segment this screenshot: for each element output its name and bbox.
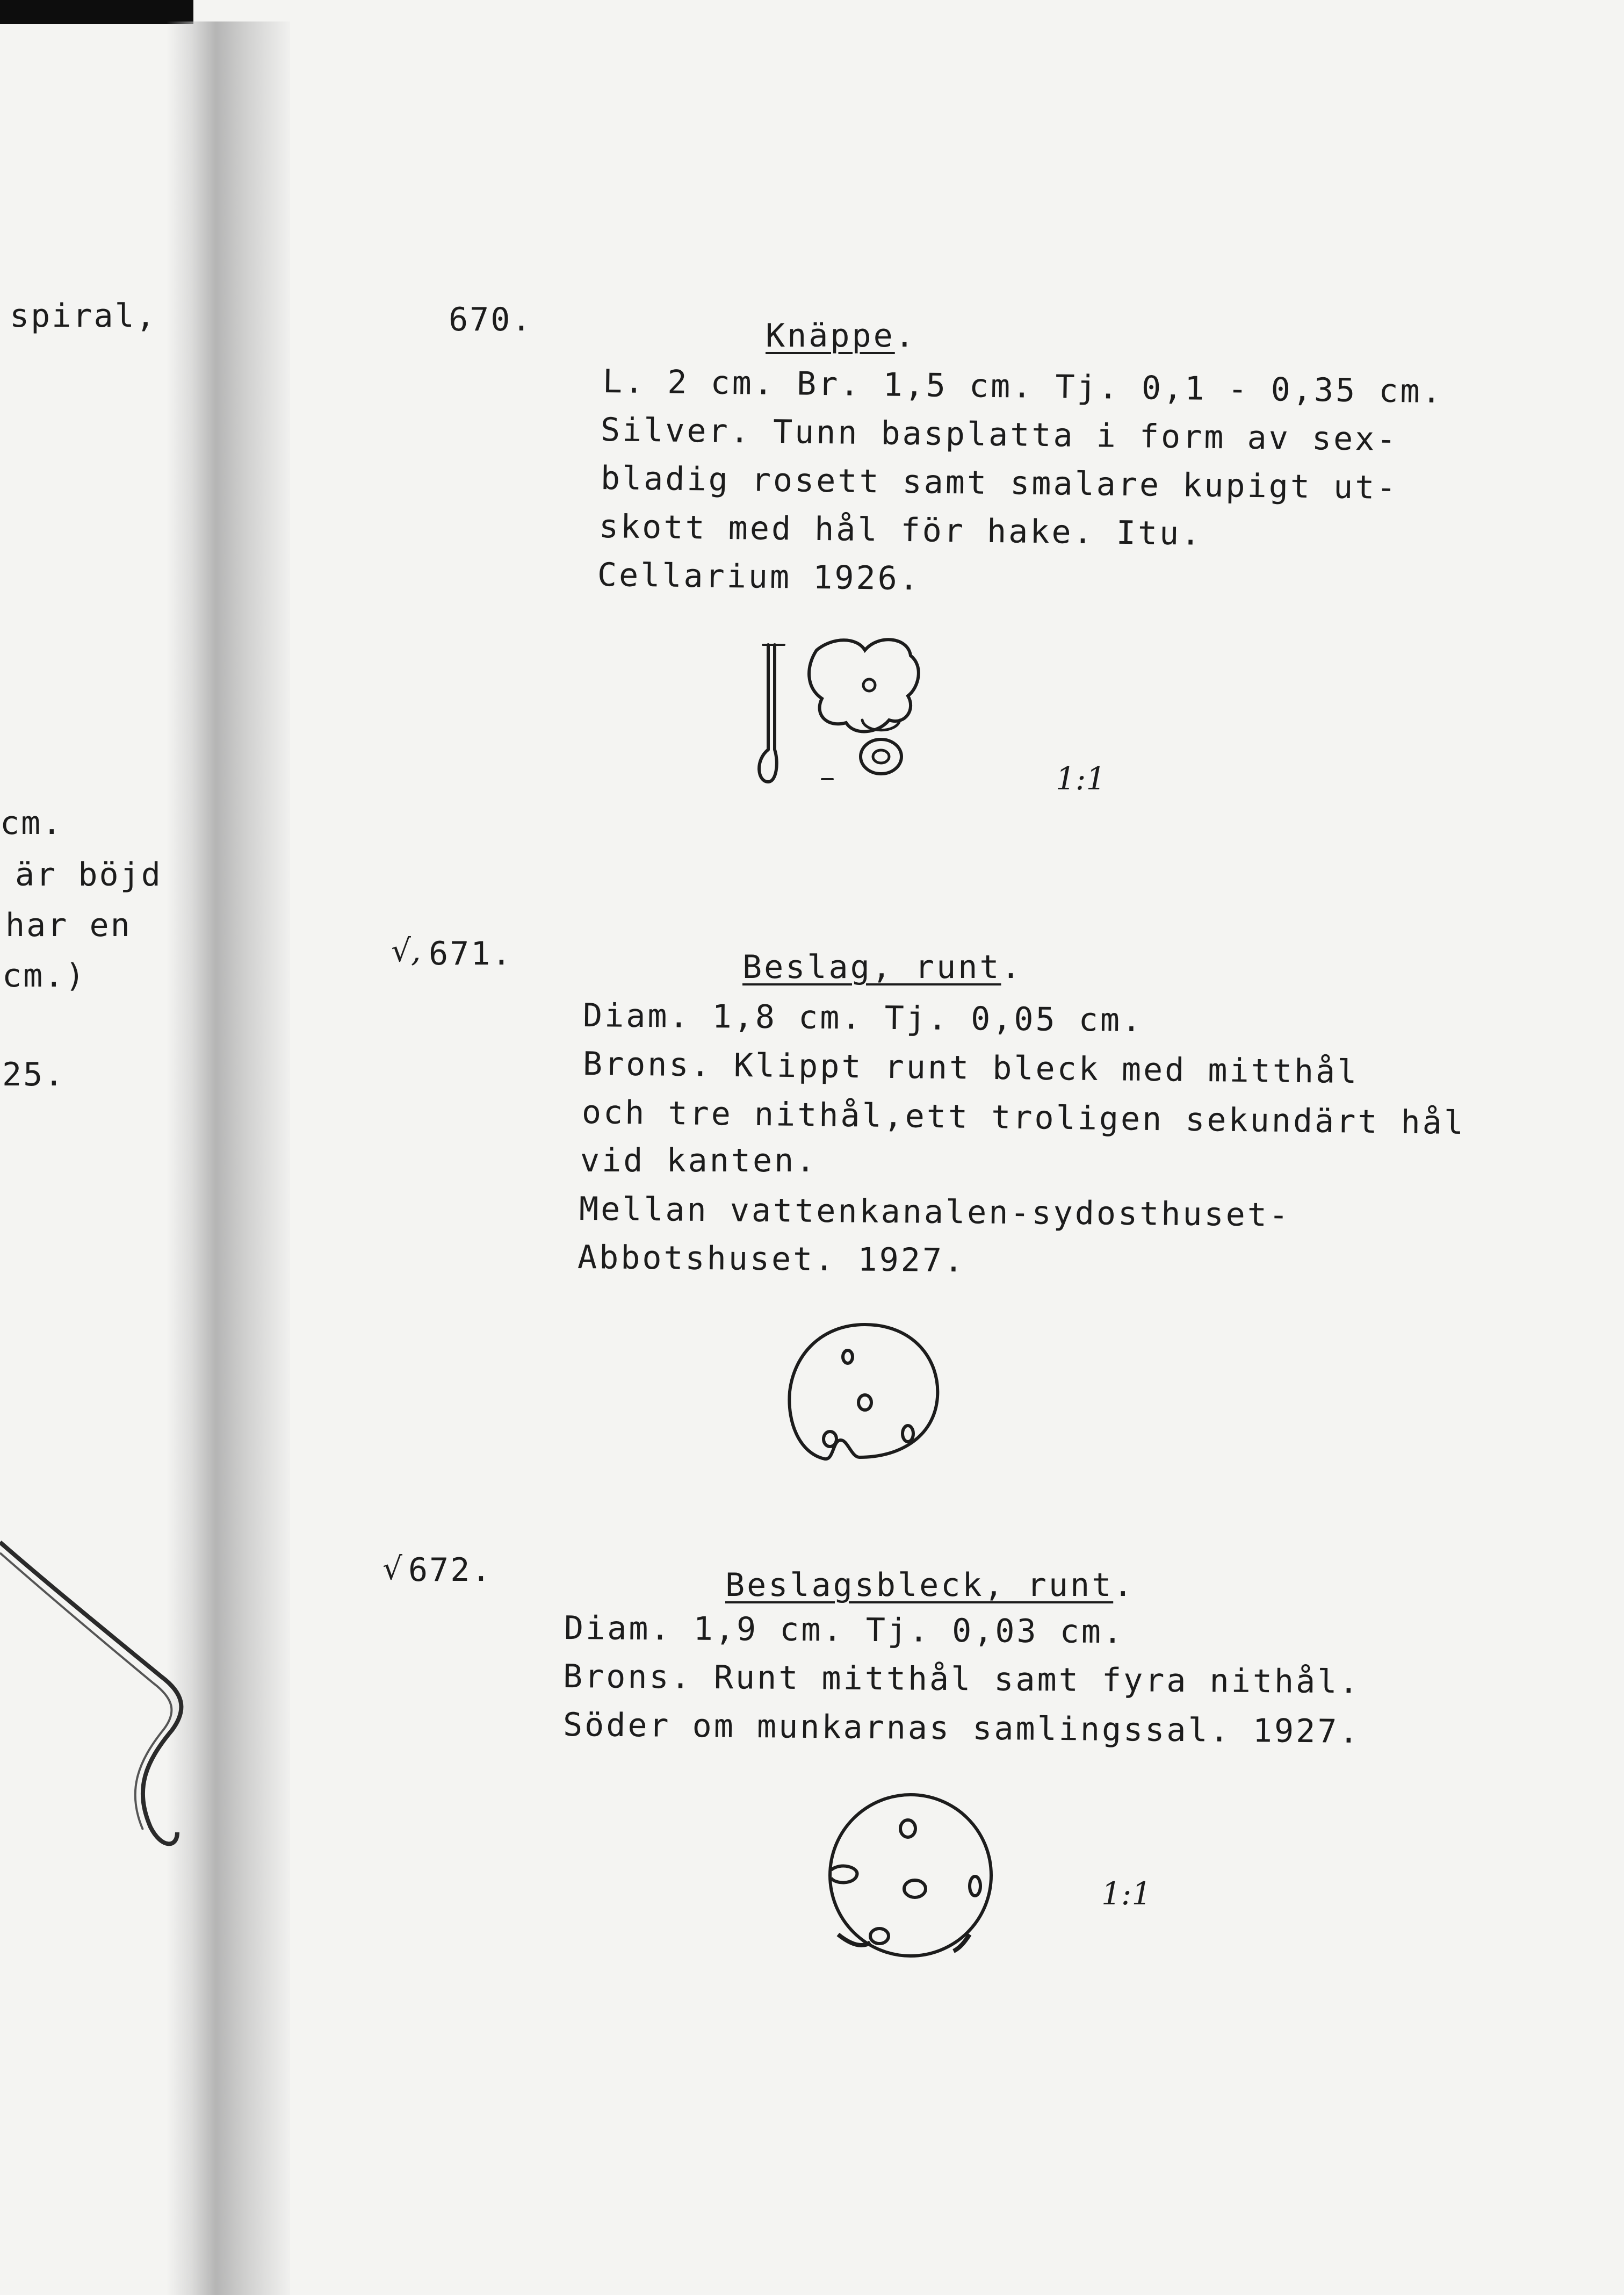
- round-sheet-drawing: [819, 1792, 1002, 1964]
- hook-sketch: [0, 1526, 193, 1859]
- entry-line: Silver. Tunn basplatta i form av sex-: [600, 411, 1398, 459]
- entry-line: och tre nithål,ett troligen sekundärt hål: [581, 1093, 1466, 1142]
- left-fragment: har en: [5, 907, 132, 944]
- left-fragment: 25.: [2, 1056, 66, 1093]
- entry-line: Brons. Klippt runt bleck med mitthål: [582, 1045, 1359, 1091]
- entry-line: Brons. Runt mitthål samt fyra nithål.: [562, 1658, 1361, 1701]
- scale-label: 1:1: [1056, 760, 1106, 797]
- entry-number: 670.: [449, 301, 533, 339]
- entry-title: Beslagsbleck, runt.: [725, 1566, 1135, 1604]
- left-fragment: är böjd: [15, 856, 162, 894]
- entry-line: Abbotshuset. 1927.: [577, 1239, 966, 1280]
- entry-line: Söder om munkarnas samlingssal. 1927.: [562, 1706, 1361, 1751]
- check-mark: √,: [391, 932, 421, 969]
- scan-edge: [0, 0, 193, 24]
- entry-line: Diam. 1,8 cm. Tj. 0,05 cm.: [582, 997, 1144, 1040]
- entry-number: 672.: [408, 1551, 493, 1589]
- entry-line: Cellarium 1926.: [597, 556, 921, 598]
- left-fragment: cm.: [0, 804, 63, 842]
- clasp-drawing: [747, 634, 940, 795]
- left-fragment: cm.): [2, 957, 86, 995]
- entry-line: bladig rosett samt smalare kupigt ut-: [600, 459, 1398, 507]
- check-mark: √: [382, 1550, 402, 1587]
- entry-line: Mellan vattenkanalen-sydosthuset-: [579, 1190, 1291, 1234]
- round-plate-drawing: [779, 1316, 951, 1478]
- entry-number: 671.: [429, 935, 513, 973]
- entry-title: Beslag, runt.: [742, 948, 1023, 986]
- book-spine-shadow: [167, 21, 290, 2295]
- scale-label: 1:1: [1101, 1875, 1152, 1912]
- entry-line: skott med hål för hake. Itu.: [598, 508, 1203, 553]
- entry-line: L. 2 cm. Br. 1,5 cm. Tj. 0,1 - 0,35 cm.: [602, 363, 1444, 411]
- left-fragment: spiral,: [10, 297, 157, 335]
- entry-line: vid kanten.: [580, 1142, 818, 1179]
- entry-title: Knäppe.: [766, 317, 916, 355]
- entry-line: Diam. 1,9 cm. Tj. 0,03 cm.: [564, 1609, 1125, 1651]
